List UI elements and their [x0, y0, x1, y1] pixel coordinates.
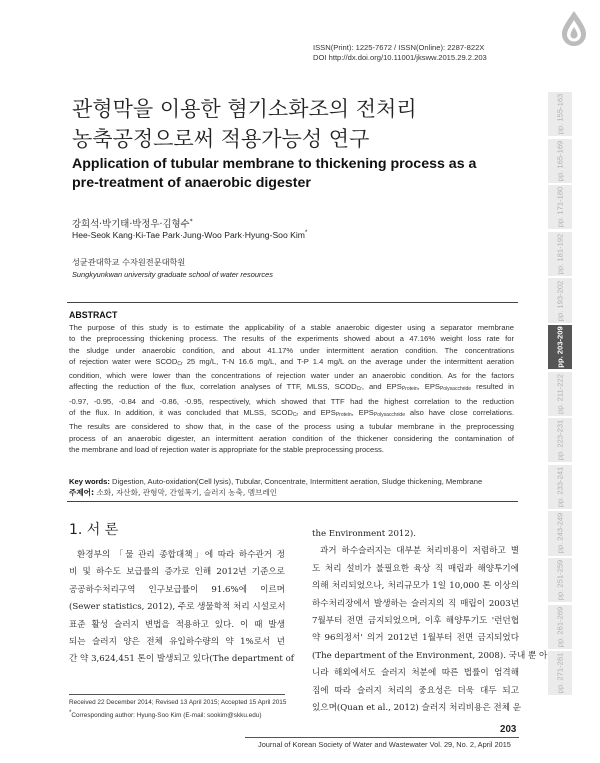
- side-tab-label: pp. 211-222: [555, 373, 565, 414]
- body-line: (The department of the Environment, 2008). 국내 뿐 아: [312, 650, 548, 661]
- section-title-introduction: 1. 서 론: [69, 522, 119, 538]
- side-tab-193-202[interactable]: [548, 278, 572, 322]
- side-tab-155-163[interactable]: [548, 92, 572, 136]
- side-tab-261-269[interactable]: [548, 605, 572, 649]
- abstract-line: the membrane and load of rejection water is appropriate for the stable preprocessing process.: [69, 444, 384, 454]
- subscript: Polysacchride: [373, 412, 405, 419]
- page-number: 203: [500, 724, 517, 735]
- body-line: 공공하수처리구역 인구보급률이 91.6%에 이르며: [69, 584, 285, 595]
- abstract-text: , EPS: [351, 408, 374, 418]
- body-line: 표준 활성 슬러지 변법을 적용하고 있다. 이 때 발생: [69, 619, 285, 630]
- keywords-label: Key words:: [69, 477, 110, 486]
- side-tab-label: pp. 171-180: [555, 187, 565, 228]
- body-line: 도 처리 설비가 불필요한 육상 직 매립과 해양투기에: [312, 563, 519, 574]
- body-line: 약 96의정서' 의거 2012년 1월부터 전면 금지되었다: [312, 633, 519, 644]
- side-page-tabs: [548, 92, 572, 698]
- abstract-text: 25 mg/L, T-N 16.6 mg/L, and T-P 1.4 mg/L on the average under the intermittent aeration: [182, 356, 514, 366]
- authors-korean: [72, 216, 193, 230]
- abstract-text: , EPS: [417, 382, 440, 392]
- body-line: 환경부의 「물 관리 종합대책」에 따라 하수관거 정: [77, 550, 285, 560]
- title-korean-line1: 관형막을 이용한 혐기소화조의 전처리: [72, 97, 417, 121]
- doi-link[interactable]: DOI http://dx.doi.org/10.11001/jksww.2015.29.2.203: [313, 53, 487, 62]
- title-korean-line2: 농축공정으로써 적용가능성 연구: [72, 127, 370, 151]
- side-tab-label: pp. 193-202: [555, 280, 565, 321]
- corresponding-mark: *: [189, 217, 193, 225]
- body-left-column: [69, 519, 294, 669]
- abstract-line: [69, 356, 514, 370]
- side-tab-label: pp. 243-249: [555, 513, 565, 554]
- side-tab-165-169[interactable]: [548, 139, 572, 183]
- affiliation-korean: 성균관대학교 수자원전문대학원: [72, 257, 186, 267]
- issn-doi-block: [313, 43, 487, 63]
- side-tab-203-209[interactable]: [548, 325, 572, 369]
- side-tab-label: pp. 223-231: [555, 420, 565, 461]
- body-paragraph: [312, 526, 548, 717]
- abstract-line: The purpose of this study is to estimate the applicability of a stable anaerobic digester using a separator membrane: [69, 323, 514, 332]
- side-tab-label: pp. 233-241: [555, 466, 565, 508]
- keywords-korean-text: 소화, 자산화, 관형막, 간헐폭기, 슬러지 농축, 멤브레인: [94, 488, 278, 497]
- footnote-rule: [69, 694, 285, 695]
- authors-english-names: Hee-Seok Kang·Ki-Tae Park·Jung-Woo Park·Hyung-Soo Kim: [72, 230, 305, 240]
- water-drop-icon: [554, 8, 594, 48]
- title-english: [72, 155, 476, 193]
- abstract-line: [69, 407, 514, 421]
- keywords-korean-label: 주제어:: [69, 488, 95, 497]
- abstract-text: , and EPS: [361, 382, 402, 392]
- corresponding-mark: *: [304, 230, 308, 237]
- abstract-line: -0.97, -0.95, -0.84 and -0.86, -0.95, respectively, which showed that TTF had the highest correlation to the reduction: [69, 396, 514, 406]
- abstract-text: affecting the reduction of the flux, correlation analyses of TTF, MLSS, SCOD: [69, 382, 357, 392]
- abstract-line: to the preprocessing thickening process. The results of the experiments showed about a 47.16% weight loss rate for: [69, 334, 514, 344]
- abstract-line: condition, which were lower than the concentrations of rejection water under an anaerobic condition. As for the factors: [69, 371, 514, 381]
- subscript: Protein: [335, 412, 352, 419]
- side-tab-181-192[interactable]: [548, 232, 572, 276]
- body-line: 과거 하수슬러지는 대부분 처리비용이 저렴하고 별: [320, 546, 519, 557]
- side-tab-label: pp. 155-163: [555, 93, 565, 135]
- abstract-heading: ABSTRACT: [69, 310, 118, 320]
- corresponding-mark: *: [69, 710, 72, 716]
- abstract-text: of the flux. In addition, it was concluded that MLSS, SCOD: [69, 408, 293, 418]
- side-tab-243-249[interactable]: [548, 511, 572, 555]
- body-line: 7월부터 전면 금지되었으며, 이후 해양투기도 '런던협: [312, 616, 519, 627]
- affiliation-english: Sungkyunkwan university graduate school of water resources: [72, 270, 273, 279]
- side-tab-171-180[interactable]: [548, 185, 572, 229]
- title-english-line2: pre-treatment of anaerobic digester: [72, 175, 311, 191]
- body-line: 니라 해외에서도 슬러지 처분에 따른 법률이 엄격해: [312, 668, 519, 679]
- subscript: Cr: [292, 412, 299, 419]
- side-tab-251-259[interactable]: [548, 558, 572, 602]
- abstract-line: The results are considered to show that, in the case of the process using a tubular membrane in the preprocessing: [69, 422, 514, 432]
- side-tab-271-281[interactable]: [548, 651, 572, 695]
- corresponding-author: [69, 708, 286, 721]
- subscript: Cr: [356, 386, 362, 393]
- abstract-text: and EPS: [298, 408, 336, 418]
- body-line: 되는 슬러지 양은 전체 유입하수량의 약 1%로서 년: [69, 637, 285, 648]
- keywords-korean: [69, 487, 482, 498]
- side-tab-233-241[interactable]: [548, 465, 572, 509]
- body-line: 하수처리장에서 발생하는 슬러지의 직 매립이 2003년: [312, 598, 519, 609]
- abstract-line: the sludge under anaerobic condition, and about 41.17% under intermittent aeration condition. The concentrations: [69, 345, 514, 355]
- body-line: 의해 처리되었으나, 처리규모가 1일 10,000 톤 이상의: [312, 581, 519, 592]
- side-tab-223-231[interactable]: [548, 418, 572, 462]
- subscript: Protein: [401, 386, 418, 393]
- abstract-top-rule: [67, 302, 518, 303]
- abstract-text: resulted in: [471, 382, 514, 392]
- footnote: [69, 698, 286, 721]
- side-tab-label: pp. 203-209: [555, 326, 565, 368]
- body-line: 있으며(Quan et al., 2012) 슬러지 처리비용은 전체 운: [312, 703, 522, 714]
- abstract-line: process of an anaerobic digester, an intermittent aeration condition of the thickener considering the contamination of: [69, 433, 514, 443]
- journal-citation: Journal of Korean Society of Water and Wastewater Vol. 29, No. 2, April 2015: [258, 740, 511, 749]
- abstract-line: [69, 381, 514, 395]
- subscript: Cr: [177, 360, 183, 367]
- authors-korean-names: 강희석·박기태·박정우·김형수: [72, 219, 190, 230]
- body-line: the Environment 2012).: [312, 529, 416, 539]
- footer-rule: [245, 737, 519, 738]
- subscript: Polysacchride: [439, 386, 472, 393]
- side-tab-label: pp. 165-169: [555, 140, 565, 182]
- body-paragraph: [69, 547, 294, 669]
- corresponding-author-text: Corresponding author: Hyung-Soo Kim (E-mail: sookim@skku.edu): [71, 712, 262, 720]
- side-tab-label: pp. 261-269: [555, 606, 565, 647]
- keywords-english: [69, 476, 482, 487]
- title-korean: [72, 94, 417, 154]
- body-line: 비 및 하수도 보급률의 증가로 인해 2012년 기준으로: [69, 567, 285, 578]
- keywords-text: Digestion, Auto-oxidation(Cell lysis), Tubular, Concentrate, Intermittent aeration, Sludge thickening, Membrane: [109, 477, 483, 486]
- body-line: (Sewer statistics, 2012), 주로 생물학적 처리 시설로서: [69, 602, 286, 613]
- keywords-block: [69, 476, 482, 498]
- issn-text: ISSN(Print): 1225-7672 / ISSN(Online): 2287-822X: [313, 43, 485, 52]
- abstract-text: of rejection water were SCOD: [69, 356, 178, 366]
- abstract-bottom-rule: [67, 501, 518, 502]
- title-english-line1: Application of tubular membrane to thickening process as a: [72, 156, 477, 172]
- received-dates: Received 22 December 2014; Revised 13 April 2015; Accepted 15 April 2015: [69, 699, 287, 706]
- abstract-body: [69, 322, 514, 455]
- side-tab-label: pp. 251-259: [555, 559, 565, 601]
- side-tab-label: pp. 181-192: [555, 233, 565, 275]
- side-tab-label: pp. 271-281: [555, 652, 565, 694]
- body-right-column: [312, 526, 548, 717]
- side-tab-211-222[interactable]: [548, 372, 572, 416]
- body-line: 짐에 따라 슬러지 처리의 중요성은 더욱 대두 되고: [312, 685, 519, 696]
- body-line: 간 약 3,624,451 톤이 발생되고 있다(The department of: [69, 654, 294, 665]
- authors-english: [72, 230, 307, 240]
- abstract-text: also have close correlations.: [405, 408, 514, 418]
